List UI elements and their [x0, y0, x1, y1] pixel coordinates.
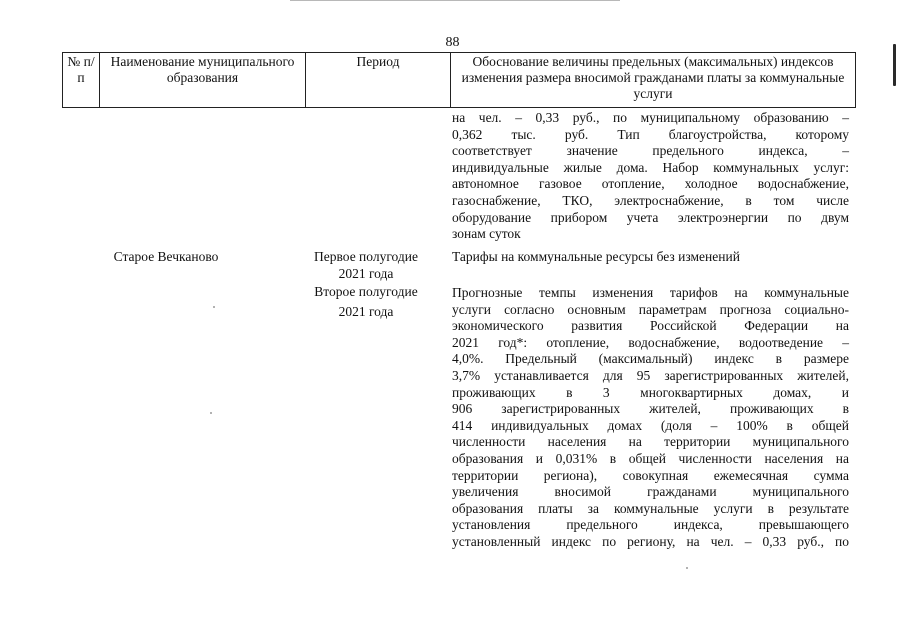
- text-line: услуги согласно основным параметрам прогноза социально-: [452, 301, 849, 317]
- scan-speck: [210, 412, 212, 414]
- page-edge: [290, 0, 620, 1]
- text-line: Прогнозные темпы изменения тарифов на коммунальные: [452, 285, 849, 300]
- period-year: 2021 года: [338, 303, 394, 319]
- text-line: газоснабжение, ТКО, электроснабжение, в том числе: [452, 192, 849, 208]
- text-line: соответствует значение предельного индекса, –: [452, 143, 849, 159]
- header-col-basis: Обоснование величины предельных (максимальных) индексов изменения размера вносимой гражданами платы за коммунальные услуги: [451, 53, 856, 108]
- period-label: Второе полугодие: [314, 284, 418, 299]
- text-line: образования и 0,031% в общей численности населения на: [452, 450, 849, 466]
- text-line: 4,0%. Предельный (максимальный) индекс в размере: [452, 351, 849, 367]
- text-line: индивидуальные жилые дома. Набор коммунальных услуг:: [452, 159, 849, 175]
- period-label: Первое полугодие: [314, 249, 418, 264]
- text-line: 414 индивидуальных домах (доля – 100% в общей: [452, 417, 849, 433]
- text-line: оборудование прибором учета электроэнергии по двум: [452, 209, 849, 225]
- scan-speck: [686, 567, 688, 569]
- text-line: установленный индекс по региону, на чел. – 0,33 руб., по: [452, 533, 849, 549]
- text-line: на чел. – 0,33 руб., по муниципальному образованию –: [452, 110, 849, 125]
- text-line: зонам суток: [452, 226, 521, 242]
- basis-first-half: Тарифы на коммунальные ресурсы без изменений: [452, 249, 740, 264]
- text-line: проживающих в 3 многоквартирных домах, и: [452, 384, 849, 400]
- page-number: 88: [445, 35, 460, 50]
- text-line: увеличения вносимой гражданами муниципального: [452, 484, 849, 500]
- municipality-name: Старое Вечканово: [113, 249, 219, 264]
- header-col-municipality: Наименование муниципального образования: [100, 53, 306, 108]
- scan-speck: [213, 306, 215, 308]
- table-header: [62, 52, 856, 108]
- text-line: 906 зарегистрированных жителей, проживающих в: [452, 401, 849, 417]
- text-line: численности населения на территории муниципального: [452, 434, 849, 450]
- period-year: 2021 года: [338, 265, 394, 281]
- period-first-half: [296, 249, 436, 282]
- text-line: 2021 год*: отопление, водоснабжение, водоотведение –: [452, 334, 849, 350]
- period-second-half: [296, 284, 436, 320]
- text-line: 0,362 тыс. руб. Тип благоустройства, которому: [452, 126, 849, 142]
- text-line: экономического развития Российской Федерации на: [452, 318, 849, 334]
- header-col-period: Период: [306, 53, 451, 108]
- text-line: автономное газовое отопление, холодное водоснабжение,: [452, 176, 849, 192]
- continuation-text: [452, 110, 849, 243]
- header-col-number: № п/п: [63, 53, 100, 108]
- basis-second-half: [452, 285, 849, 551]
- text-line: 3,7% устанавливается для 95 зарегистрированных жителей,: [452, 367, 849, 383]
- text-line: установления предельного индекса, превышающего: [452, 517, 849, 533]
- text-line: территории региона), совокупная ежемесячная сумма: [452, 467, 849, 483]
- text-line: образования платы за коммунальные услуги в результате: [452, 500, 849, 516]
